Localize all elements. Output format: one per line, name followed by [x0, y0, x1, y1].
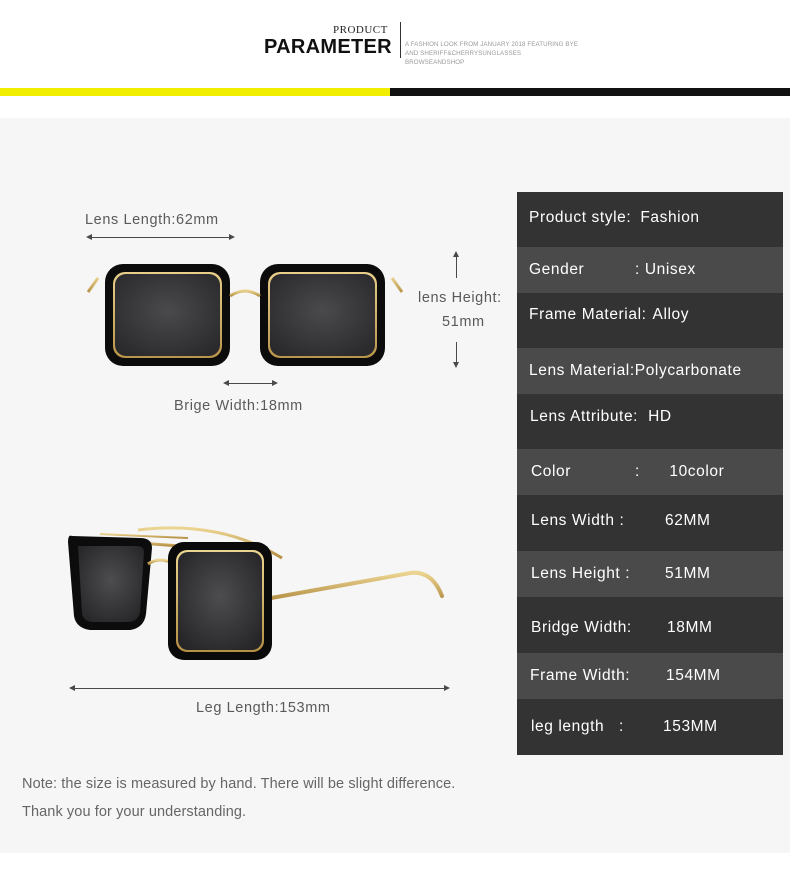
spec-key: leg length : [531, 718, 624, 735]
sunglasses-side-image [60, 518, 450, 668]
spec-row-gender [517, 247, 783, 293]
header-kicker: PRODUCT [333, 24, 388, 36]
spec-value: HD [648, 408, 672, 425]
bridge-width-line [228, 383, 272, 384]
spec-key: Frame Material: [529, 306, 647, 323]
spec-value: Alloy [652, 306, 690, 323]
spec-value: Fashion [640, 209, 700, 226]
lens-length-line [91, 237, 229, 238]
leg-length-arrow-left [69, 685, 75, 691]
spec-value: 51MM [665, 565, 711, 582]
header-divider [400, 22, 401, 58]
lens-length-arrow-right [229, 234, 235, 240]
spec-value: : 10color [635, 463, 725, 480]
lens-height-value: 51mm [442, 314, 485, 330]
header-tagline-line1: A FASHION LOOK FROM JANUARY 2018 FEATURING BYE [405, 41, 579, 48]
spec-key: Lens Material: [529, 362, 635, 379]
header-tagline-line2: AND SHERIFF&CHERRYSUNGLASSES BROWSEANDSHOP [405, 50, 522, 66]
accent-bar-black [390, 88, 790, 96]
accent-bar-yellow [0, 88, 390, 96]
lens-height-line-top [456, 256, 457, 278]
spec-key: Gender [529, 261, 585, 278]
lens-height-label: lens Height: [418, 290, 502, 306]
spec-key: Lens Attribute: [530, 408, 639, 425]
lens-height-line-bottom [456, 342, 457, 362]
spec-row-lens-attribute [517, 395, 790, 439]
lens-length-arrow-left [86, 234, 92, 240]
spec-key: Frame Width: [530, 667, 631, 684]
spec-value: Polycarbonate [634, 362, 742, 379]
spec-value: 18MM [667, 619, 713, 636]
spec-key: Lens Height : [531, 565, 631, 582]
sunglasses-front-image [80, 250, 410, 380]
spec-value: 154MM [666, 667, 721, 684]
lens-height-arrow-up [453, 251, 459, 257]
note-line-2: Thank you for your understanding. [22, 804, 247, 820]
bridge-width-arrow-left [223, 380, 229, 386]
spec-key: Product style: [529, 209, 632, 226]
spec-value: : Unisex [635, 261, 696, 278]
spec-row-lens-width [517, 499, 790, 543]
note-line-1: Note: the size is measured by hand. There will be slight difference. [22, 776, 456, 792]
bridge-width-arrow-right [272, 380, 278, 386]
spec-row-style [517, 196, 790, 240]
spec-row-lens-material [517, 348, 783, 394]
lens-length-label: Lens Length:62mm [85, 212, 219, 228]
spec-row-lens-height [517, 551, 783, 597]
leg-length-line [74, 688, 444, 689]
spec-row-bridge-width [517, 606, 790, 650]
header-tagline [405, 40, 580, 67]
spec-key: Color [531, 463, 572, 480]
spec-key: Lens Width : [531, 512, 625, 529]
lens-height-arrow-down [453, 362, 459, 368]
leg-length-arrow-right [444, 685, 450, 691]
leg-length-label: Leg Length:153mm [196, 700, 331, 716]
spec-value: 153MM [663, 718, 718, 735]
spec-row-color [517, 449, 783, 495]
spec-value: 62MM [665, 512, 711, 529]
header-title: PARAMETER [264, 36, 392, 58]
bridge-width-label: Brige Width:18mm [174, 398, 303, 414]
spec-row-frame-width [517, 653, 783, 699]
spec-row-leg-length [517, 705, 790, 749]
spec-table [517, 192, 783, 755]
spec-key: Bridge Width: [531, 619, 632, 636]
spec-row-frame-material [517, 293, 790, 337]
